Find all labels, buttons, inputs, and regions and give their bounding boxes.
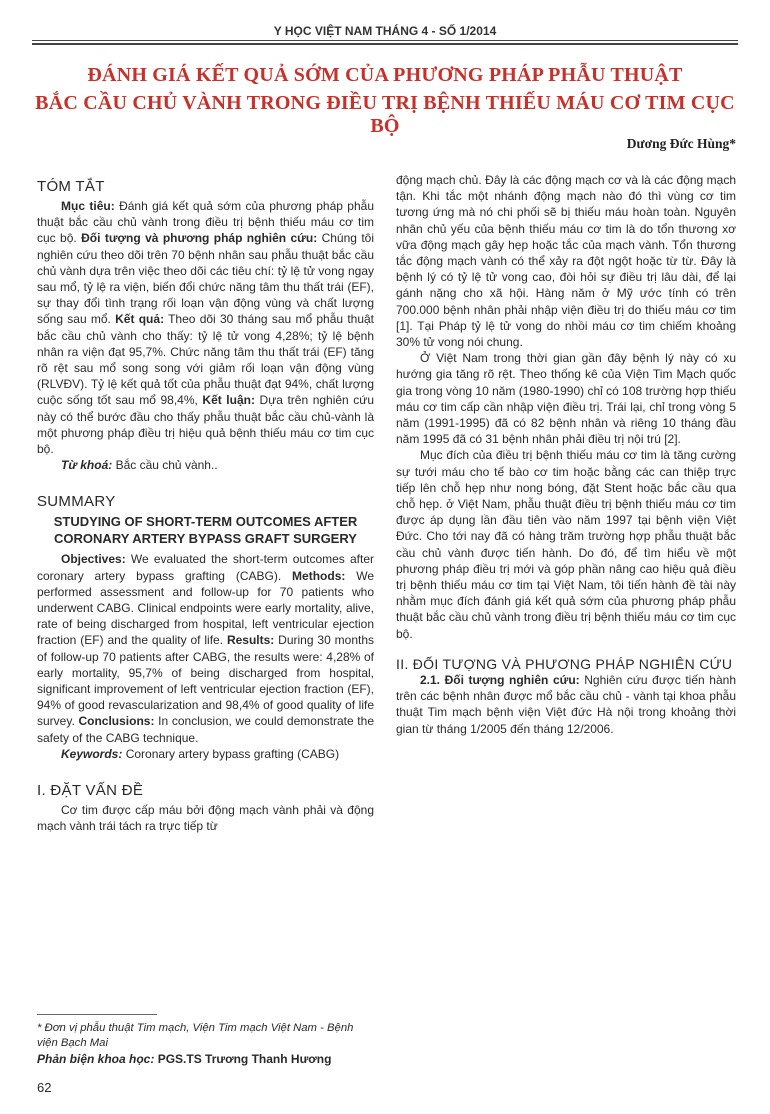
conclusions-en-text: In conclusion, we could demonstrate the safety of the CABG technique.: [37, 714, 374, 745]
methods-en-text: We performed assessment and follow-up for 70 patients who underwent CABG. Clinical endpoints were early mortality, alive, rate of being discharged from hospital, left ventricular ejection fraction (EF) and the quality of life.: [37, 568, 374, 648]
section1-heading: I. ĐẶT VẤN ĐỀ: [37, 782, 144, 800]
objective-label: Mục tiêu:: [61, 199, 115, 213]
reviewer-line: [37, 1052, 331, 1066]
results-en-text: During 30 months of follow-up 70 patients after CABG, the results were: 4,28% of early mortality, 95,7% of being discharged from hospital, significant improvement of left ventricular ejection fraction (EF), 94% of good revascularization and 98,4% of good quality of life survey.: [37, 633, 374, 729]
section1-para3: Mục đích của điều trị bệnh thiếu máu cơ tim là tăng cường sự tưới máu cho tế bào cơ tim hoặc bằng các can thiệp trực tiếp lên chỗ hẹp như nong bóng, đặt Stent hoặc bắc cầu qua chỗ hẹp. ở Việt Nam, phẫu thuật điều trị bệnh thiếu máu cơ tim được áp dụng lần đầu tiên vào năm 1997 tại bệnh viện Việt Đức. Cho tới nay đã có hàng trăm trường hợp phẫu thuật bắc cầu chủ vành được tiến hành. Do đó, để tìm hiểu về một phương pháp điều trị mới và góp phần nâng cao hiệu quả điều trị bệnh thiếu máu cơ tim tại Việt Nam, tôi tiến hành đề tài này nhằm mục đích đánh giá kết quả sớm của phương pháp phẫu thuật bắc cầu chủ vành trong điều trị bệnh thiếu máu cơ tim cục bộ.: [396, 448, 736, 641]
section1-para2: Ở Việt Nam trong thời gian gần đây bệnh lý này có xu hướng gia tăng rõ rệt. Theo thống kê của Viện Tim Mạch quốc gia trong vòng 10 năm (1980-1990) chỉ có 108 trường hợp thiếu máu cơ tim cấp cần nhập viện điều trị. Trái lại, chỉ trong vòng 5 năm (1991-1995) đã có 82 bệnh nhân và riêng 10 tháng đầu năm 1995 đã có 31 bệnh nhân phải điều trị nội trú [2].: [396, 351, 736, 447]
footnote-rule: [37, 1014, 157, 1015]
reviewer-name: PGS.TS Trương Thanh Hương: [154, 1052, 332, 1066]
keywords-vi: [37, 457, 374, 473]
right-column: [396, 172, 736, 737]
keywords-en-label: Keywords:: [61, 746, 123, 761]
summary-title: STUDYING OF SHORT-TERM OUTCOMES AFTER CORONARY ARTERY BYPASS GRAFT SURGERY: [53, 514, 358, 547]
header-rule: [32, 40, 738, 41]
keywords-vi-label: Từ khoá:: [61, 458, 113, 473]
section2-sub: [396, 672, 736, 737]
section2-sub-text: Nghiên cứu được tiến hành trên các bệnh nhân được mổ bắc cầu chủ - vành tại khoa phẫu thuật Tim mạch bệnh viện Việt đức Hà nội trong khoảng thời gian từ tháng 1/2005 đến tháng 12/2006.: [396, 672, 736, 736]
footnote-affiliation: * Đơn vị phẫu thuật Tim mạch, Viện Tim mạch Việt Nam - Bệnh viện Bạch Mai: [37, 1022, 354, 1049]
methods-text: Chúng tôi nghiên cứu theo dõi trên 70 bệnh nhân sau phẫu thuật bắc cầu chủ vành dựa trên việc theo dõi các tiêu chí: tỷ lệ tử vong ngay sau mổ, tỷ lệ ra viện, biến đổi chức năng tâm thu thất trái (EF), sự thay đổi tình trạng rối loạn vận động vùng và chất lượng sống sau mổ.: [37, 231, 375, 327]
summary-heading: SUMMARY: [37, 493, 116, 511]
reviewer-label: Phản biện khoa học:: [37, 1052, 155, 1066]
methods-label: Đối tượng và phương pháp nghiên cứu:: [81, 231, 318, 246]
keywords-en: [37, 746, 374, 762]
objective-text: Đánh giá kết quả sớm của phương pháp phẫu thuật bắc cầu chủ vành trong điều trị bệnh thiếu máu cơ tim cục bộ.: [37, 199, 374, 246]
results-en-label: Results:: [226, 633, 275, 648]
page-number: 62: [37, 1080, 52, 1095]
conclusion-label: Kết luận:: [202, 393, 255, 408]
abstract-vi-body: [37, 198, 374, 457]
methods-en-label: Methods:: [292, 568, 346, 583]
keywords-en-text: Coronary artery bypass grafting (CABG): [122, 746, 340, 761]
abstract-en-body: [37, 551, 374, 745]
header-rule-thick: [32, 43, 738, 45]
section1-para1-cont: động mạch chủ. Đây là các động mạch cơ và là các động mạch tận. Khi tắc một nhánh động mạch nào đó thì vùng cơ tim tương ứng mà nó chi phối sẽ bị thiếu máu hoàn toàn. Nguyên nhân chủ yếu của bệnh thiếu máu cơ tim là do tổn thương xơ vữa động mạch gây hẹp hoặc tắc của mạch vành. Tổn thương tắc động mạch vành có thể xảy ra đột ngột hoặc từ từ. Đây là bệnh lý có tỷ lệ tử vong cao, đòi hỏi sự điều trị lâu dài, để lại gánh nặng cho xã hội. Hàng năm ở Mỹ ước tính có trên 700.000 bệnh nhân phải nhập viện điều trị do thiếu máu cơ tim [1]. Tại Pháp tỷ lệ tử vong do nhồi máu cơ tim chiếm khoảng 30% tử vong nói chung.: [396, 173, 736, 350]
section1-para1-start: Cơ tim được cấp máu bởi động mạch vành phải và động mạch vành trái tách ra trực tiếp từ: [37, 803, 374, 834]
journal-header: Y HỌC VIỆT NAM THÁNG 4 - SỐ 1/2014: [273, 24, 497, 38]
results-label: Kết quả:: [115, 312, 165, 327]
abstract-vi-heading: TÓM TẮT: [37, 178, 105, 195]
results-text: Theo dõi 30 tháng sau mổ phẫu thuật bắc cầu chủ vành cho thấy: tỷ lệ tử vong 4,28%; tỷ lệ bệnh nhân ra viện đạt 95,7%. Chức năng tâm thu thất trái (EF) tăng rõ rệt sau mổ song song với giảm rối loạn vận động vùng (RLVĐV). Tỷ lệ kết quả tốt của phẫu thuật đạt 94%, chất lượng cuộc sống tốt sau mổ 98,4%,: [37, 312, 375, 408]
article-title-line1: ĐÁNH GIÁ KẾT QUẢ SỚM CỦA PHƯƠNG PHÁP PHẪU THUẬT: [87, 64, 683, 86]
left-column: [37, 172, 374, 835]
objectives-label: Objectives:: [61, 552, 126, 567]
conclusion-text: Dựa trên nghiên cứu này có thể bước đầu cho thấy phẫu thuật bắc cầu chủ-vành là một phương pháp điều trị hiệu quả bệnh thiếu máu cơ tim cục bộ.: [37, 393, 374, 457]
section2-heading: II. ĐỐI TƯỢNG VÀ PHƯƠNG PHÁP NGHIÊN CỨU: [396, 655, 733, 672]
section2-sub-label: 2.1. Đối tượng nghiên cứu:: [420, 672, 580, 687]
author: Dương Đức Hùng*: [626, 136, 736, 151]
keywords-vi-text: Bắc cầu chủ vành..: [112, 458, 218, 473]
article-title-line2: BẮC CẦU CHỦ VÀNH TRONG ĐIỀU TRỊ BỆNH THIẾU MÁU CƠ TIM CỤC BỘ: [35, 92, 735, 137]
conclusions-en-label: Conclusions:: [78, 714, 155, 729]
objectives-text: We evaluated the short-term outcomes after coronary artery bypass grafting (CABG).: [37, 552, 374, 583]
